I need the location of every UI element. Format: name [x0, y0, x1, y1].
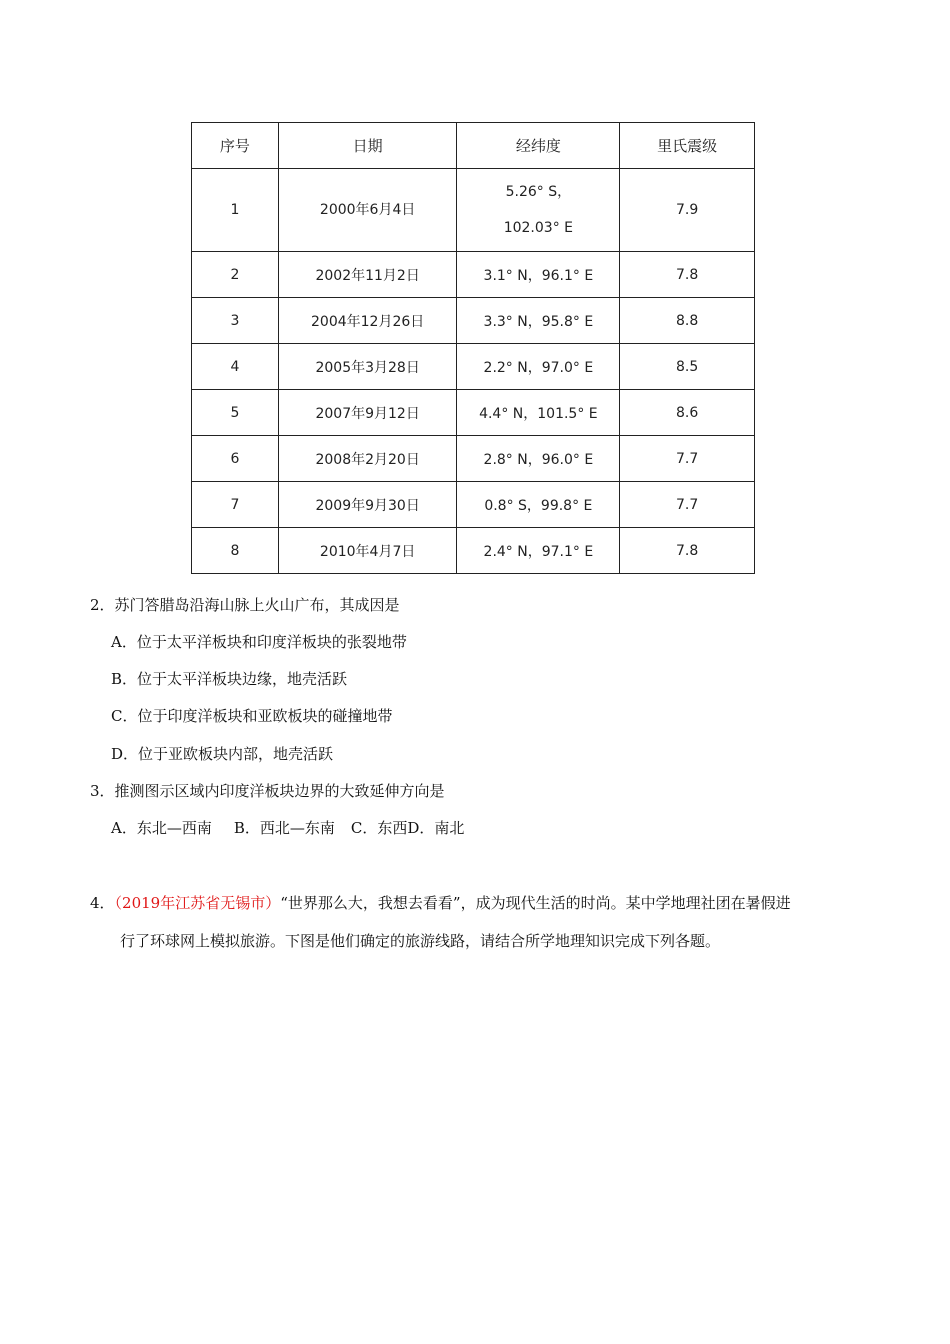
question-number: 3． — [90, 782, 115, 800]
cell-date: 2000年6月4日 — [278, 169, 457, 252]
question-stem-line-1: “世界那么大，我想去看看”，成为现代生活的时尚。某中学地理社团在暑假进 — [280, 894, 791, 912]
cell-date: 2005年3月28日 — [278, 344, 457, 390]
header-date: 日期 — [278, 123, 457, 169]
option-c: C．东西 — [350, 819, 408, 837]
header-index: 序号 — [192, 123, 279, 169]
question-number: 2． — [90, 596, 115, 614]
question-number: 4． — [90, 894, 115, 912]
cell-coordinates: 0.8° S，99.8° E — [457, 482, 620, 528]
header-coordinates: 经纬度 — [457, 123, 620, 169]
table-row — [192, 344, 755, 390]
cell-coordinates: 4.4° N，101.5° E — [457, 390, 620, 436]
cell-magnitude: 7.7 — [620, 482, 755, 528]
cell-index: 7 — [192, 482, 279, 528]
question-source: （2019年江苏省无锡市） — [114, 894, 281, 912]
cell-index: 8 — [192, 528, 279, 574]
cell-coordinates: 3.1° N，96.1° E — [457, 252, 620, 298]
cell-magnitude: 7.9 — [620, 169, 755, 252]
cell-date: 2002年11月2日 — [278, 252, 457, 298]
question-stem: 苏门答腊岛沿海山脉上火山广布，其成因是 — [114, 596, 400, 614]
cell-date: 2009年9月30日 — [278, 482, 457, 528]
cell-coordinates: 2.2° N，97.0° E — [457, 344, 620, 390]
table-row — [192, 482, 755, 528]
question-4-line-2: 行了环球网上模拟旅游。下图是他们确定的旅游线路，请结合所学地理知识完成下列各题。 — [120, 932, 721, 950]
cell-magnitude: 7.8 — [620, 528, 755, 574]
cell-coordinates — [457, 169, 620, 252]
cell-date: 2010年4月7日 — [278, 528, 457, 574]
cell-coordinates: 2.4° N，97.1° E — [457, 528, 620, 574]
cell-index: 2 — [192, 252, 279, 298]
option-b: B．西北—东南 — [233, 819, 335, 837]
cell-index: 4 — [192, 344, 279, 390]
cell-coordinates: 2.8° N，96.0° E — [457, 436, 620, 482]
table-row — [192, 436, 755, 482]
earthquake-table — [191, 122, 755, 574]
option-b: B．位于太平洋板块边缘，地壳活跃 — [111, 670, 348, 688]
question-4 — [90, 893, 791, 913]
cell-index: 5 — [192, 390, 279, 436]
cell-magnitude: 7.8 — [620, 252, 755, 298]
table-row — [192, 169, 755, 252]
coord-line-1: 5.26° S， — [505, 184, 572, 200]
option-d: D．南北 — [407, 819, 465, 837]
cell-index: 3 — [192, 298, 279, 344]
cell-magnitude: 8.8 — [620, 298, 755, 344]
question-3-options — [111, 818, 464, 838]
question-3 — [90, 781, 445, 801]
cell-magnitude: 8.5 — [620, 344, 755, 390]
coord-line-2: 102.03° E — [503, 220, 573, 236]
cell-coordinates: 3.3° N，95.8° E — [457, 298, 620, 344]
cell-date: 2004年12月26日 — [278, 298, 457, 344]
cell-magnitude: 8.6 — [620, 390, 755, 436]
table-header-row — [192, 123, 755, 169]
question-2 — [90, 595, 400, 615]
option-a: A．东北—西南 — [111, 819, 212, 837]
option-a: A．位于太平洋板块和印度洋板块的张裂地带 — [111, 633, 407, 651]
cell-index: 6 — [192, 436, 279, 482]
question-stem: 推测图示区域内印度洋板块边界的大致延伸方向是 — [114, 782, 445, 800]
header-magnitude: 里氏震级 — [620, 123, 755, 169]
table-row — [192, 528, 755, 574]
cell-magnitude: 7.7 — [620, 436, 755, 482]
table-row — [192, 298, 755, 344]
option-d: D．位于亚欧板块内部，地壳活跃 — [111, 745, 334, 763]
cell-date: 2007年9月12日 — [278, 390, 457, 436]
cell-index: 1 — [192, 169, 279, 252]
table-row — [192, 390, 755, 436]
option-c: C．位于印度洋板块和亚欧板块的碰撞地带 — [111, 707, 393, 725]
cell-date: 2008年2月20日 — [278, 436, 457, 482]
table-row — [192, 252, 755, 298]
